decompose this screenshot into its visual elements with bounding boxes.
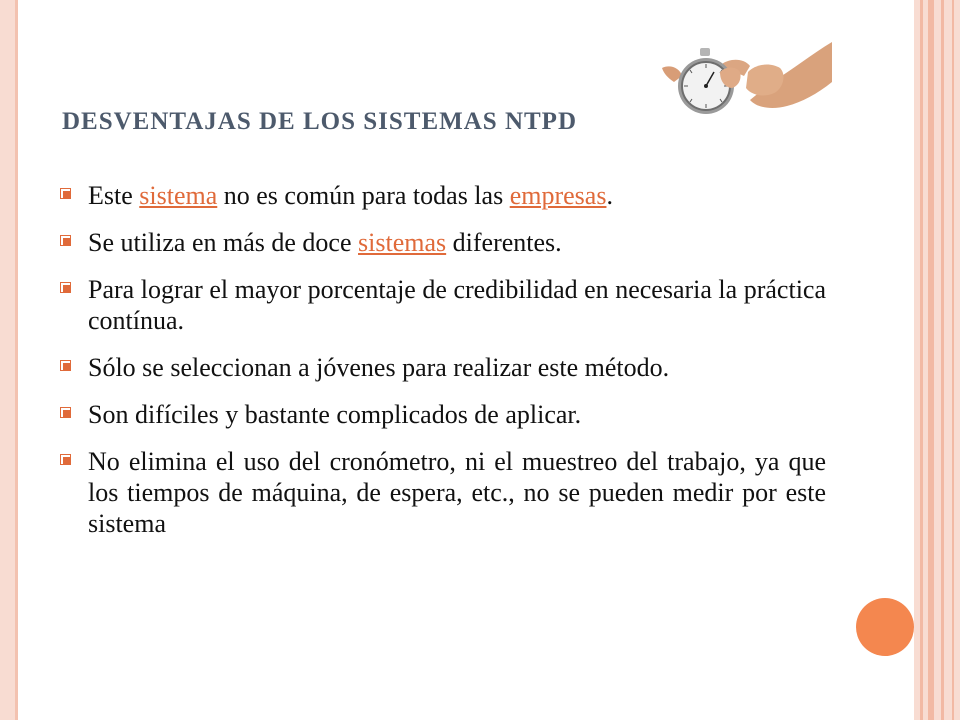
sistemas-link[interactable]: sistemas bbox=[358, 228, 447, 257]
bullet-list bbox=[60, 180, 826, 555]
bullet-item: Se utiliza en más de doce sistemas diferentes. bbox=[60, 227, 826, 258]
decorative-circle bbox=[856, 598, 914, 656]
empresas-link[interactable]: empresas bbox=[509, 181, 607, 210]
right-frame-border bbox=[914, 0, 960, 720]
bullet-marker-icon bbox=[60, 188, 72, 200]
bullet-marker-icon bbox=[60, 454, 72, 466]
stopwatch-hand-image bbox=[652, 42, 832, 120]
slide-title: DESVENTAJAS DE LOS SISTEMAS NTPD bbox=[62, 108, 577, 135]
bullet-marker-icon bbox=[60, 407, 72, 419]
bullet-marker-icon bbox=[60, 360, 72, 372]
bullet-marker-icon bbox=[60, 282, 72, 294]
bullet-item: No elimina el uso del cronómetro, ni el muestreo del trabajo, ya que los tiempos de máquina, de espera, etc., no se pueden medir por este sistema bbox=[60, 446, 826, 539]
bullet-item: Este sistema no es común para todas las empresas. bbox=[60, 180, 826, 211]
left-frame-border bbox=[0, 0, 18, 720]
sistema-link[interactable]: sistema bbox=[139, 181, 218, 210]
bullet-item: Son difíciles y bastante complicados de aplicar. bbox=[60, 399, 826, 430]
bullet-item: Sólo se seleccionan a jóvenes para realizar este método. bbox=[60, 352, 826, 383]
bullet-marker-icon bbox=[60, 235, 72, 247]
bullet-item: Para lograr el mayor porcentaje de credibilidad en necesaria la práctica contínua. bbox=[60, 274, 826, 336]
